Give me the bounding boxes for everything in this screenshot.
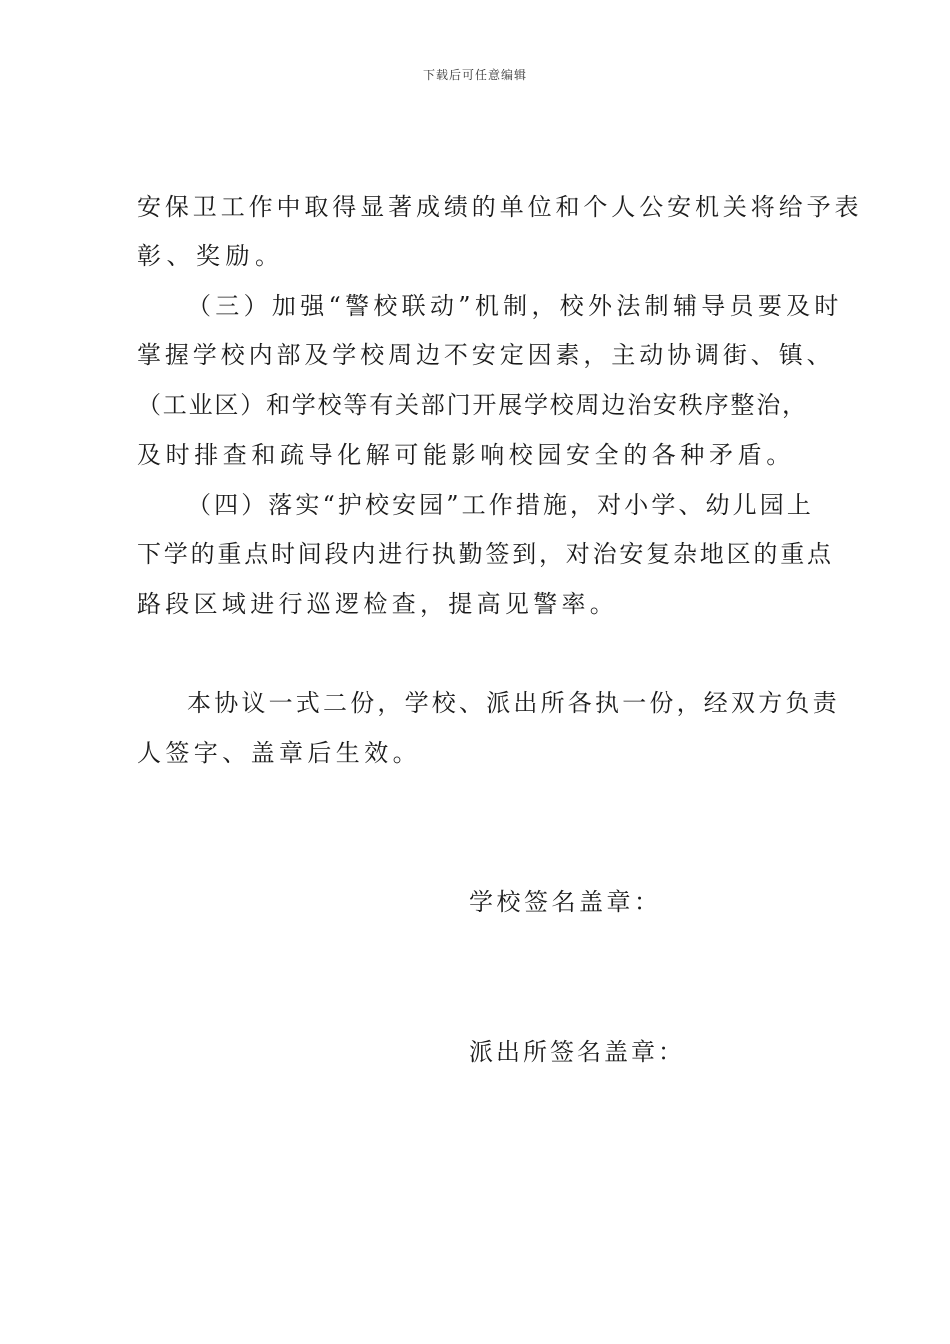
paragraph-line: 及时排查和疏导化解可能影响校园安全的各种矛盾。 bbox=[137, 441, 795, 469]
paragraph-line: （三）加强“警校联动”机制，校外法制辅导员要及时 bbox=[187, 292, 843, 320]
page-header: 下载后可任意编辑 bbox=[422, 68, 527, 82]
police-signature-label: 派出所签名盖章： bbox=[469, 1038, 685, 1066]
paragraph-line: 路段区域进行巡逻检查，提高见警率。 bbox=[137, 590, 619, 618]
paragraph-line: （工业区）和学校等有关部门开展学校周边治安秩序整治， bbox=[137, 391, 808, 419]
paragraph-line: 本协议一式二份，学校、派出所各执一份，经双方负责 bbox=[187, 689, 840, 717]
school-signature-label: 学校签名盖章： bbox=[469, 888, 662, 916]
paragraph-line: 安保卫工作中取得显著成绩的单位和个人公安机关将给予表 bbox=[137, 193, 863, 221]
paragraph-line: 人签字、盖章后生效。 bbox=[137, 739, 421, 767]
paragraph-line: 掌握学校内部及学校周边不安定因素，主动协调街、镇、 bbox=[137, 341, 835, 369]
paragraph-line: （四）落实“护校安园”工作措施，对小学、幼儿园上 bbox=[187, 491, 814, 519]
paragraph-line: 下学的重点时间段内进行执勤签到，对治安复杂地区的重点 bbox=[137, 540, 834, 568]
paragraph-line: 彰、奖励。 bbox=[137, 242, 285, 270]
